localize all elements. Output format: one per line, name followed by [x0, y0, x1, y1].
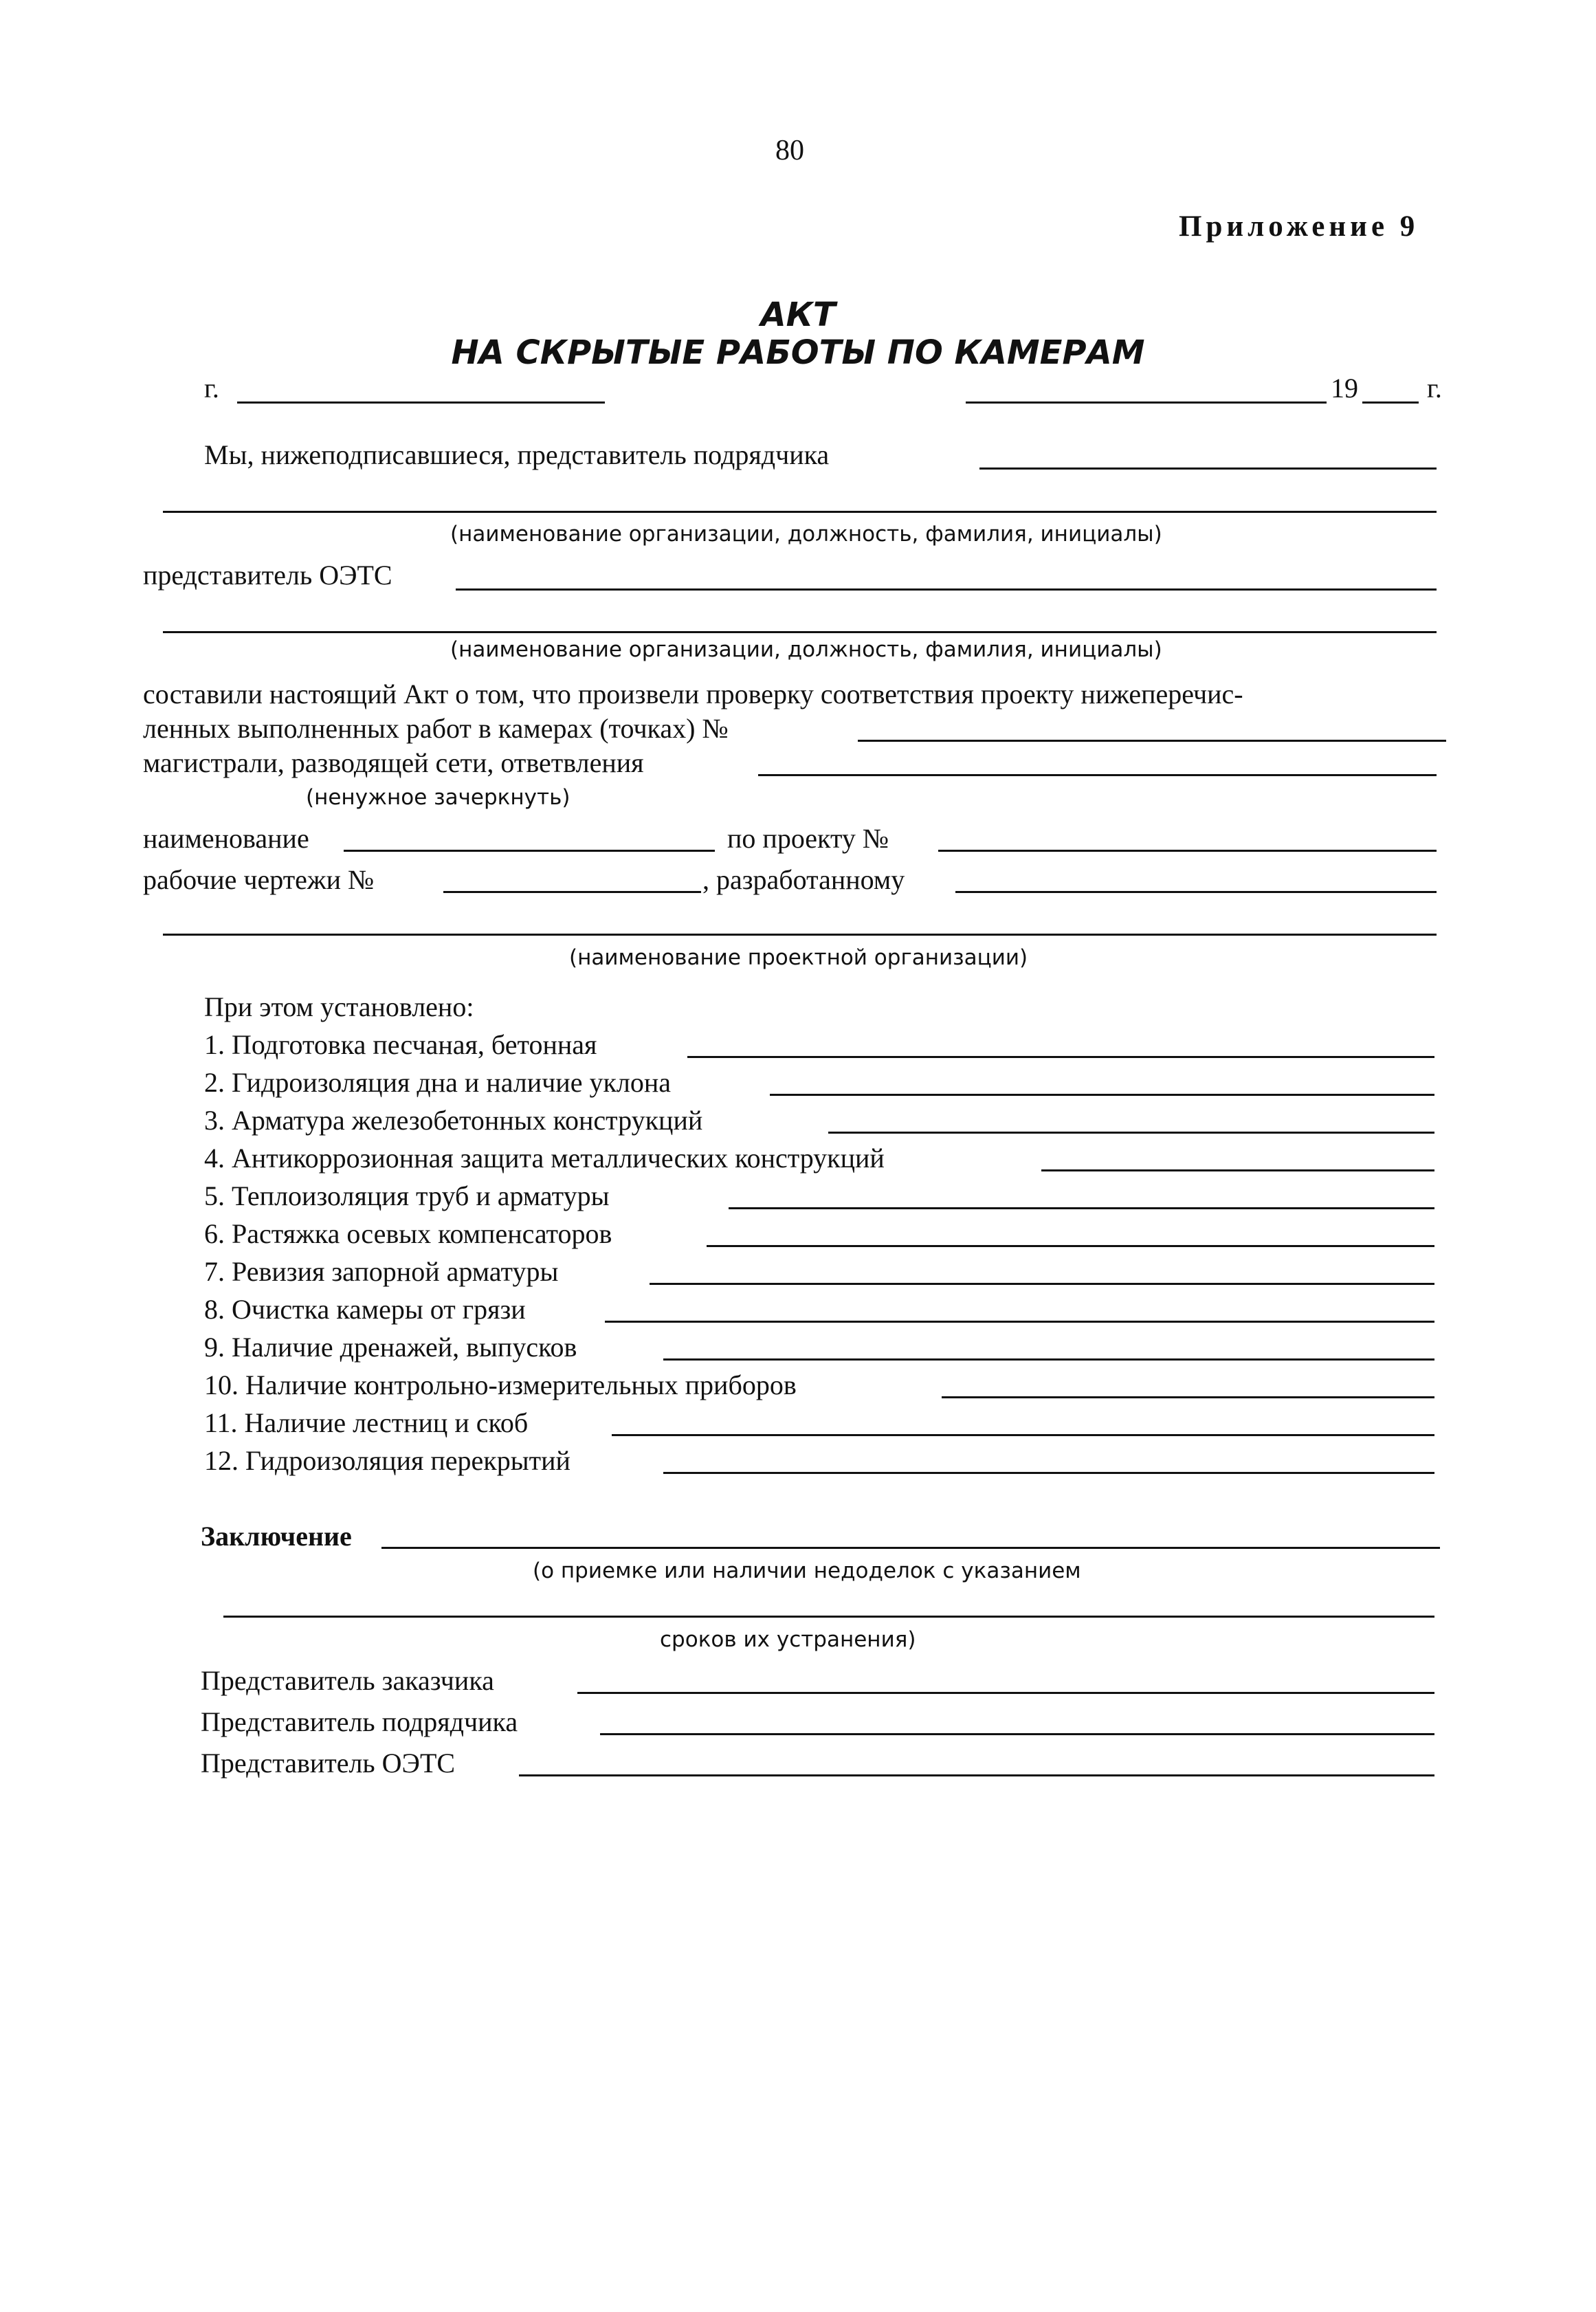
- signature-oets-label: Представитель ОЭТС: [201, 1748, 456, 1779]
- list-item: 5. Теплоизоляция труб и арматуры: [204, 1180, 610, 1211]
- drawings-label: рабочие чертежи №: [143, 864, 375, 895]
- caption-org-1: (наименование организации, должность, фамилия, инициалы): [450, 522, 1162, 547]
- list-item: 6. Растяжка осевых компенсаторов: [204, 1218, 612, 1249]
- item-11-field[interactable]: [612, 1434, 1434, 1436]
- oets-rep-label: представитель ОЭТС: [143, 560, 392, 591]
- caption-conclusion-1: (о приемке или наличии недоделок с указанием: [533, 1559, 1081, 1583]
- list-item: 7. Ревизия запорной арматуры: [204, 1256, 559, 1287]
- contractor-rep-field[interactable]: [979, 467, 1437, 470]
- drawings-number-field[interactable]: [443, 891, 701, 893]
- caption-org-2: (наименование организации, должность, фамилия, инициалы): [450, 637, 1162, 662]
- network-field[interactable]: [758, 774, 1437, 776]
- contractor-rep-field-2[interactable]: [163, 511, 1437, 513]
- item-6-field[interactable]: [707, 1245, 1434, 1247]
- signature-contractor-field[interactable]: [600, 1733, 1434, 1735]
- signature-oets-field[interactable]: [519, 1774, 1434, 1776]
- item-9-field[interactable]: [663, 1358, 1434, 1361]
- signature-customer-label: Представитель заказчика: [201, 1665, 494, 1696]
- item-1-field[interactable]: [687, 1056, 1434, 1058]
- oets-rep-field[interactable]: [456, 588, 1437, 591]
- year-prefix: 19: [1331, 373, 1358, 404]
- design-org-field[interactable]: [163, 934, 1437, 936]
- intro-text: Мы, нижеподписавшиеся, представитель подрядчика: [204, 439, 830, 470]
- date-field[interactable]: [966, 401, 1327, 404]
- page-number: 80: [775, 135, 804, 166]
- caption-conclusion-2: сроков их устранения): [660, 1627, 916, 1652]
- name-label: наименование: [143, 823, 309, 854]
- body-line-2: ленных выполненных работ в камерах (точках) №: [143, 713, 729, 744]
- list-item: 3. Арматура железобетонных конструкций: [204, 1105, 703, 1136]
- item-4-field[interactable]: [1041, 1169, 1434, 1171]
- list-item: 8. Очистка камеры от грязи: [204, 1294, 526, 1325]
- project-label: по проекту №: [727, 823, 889, 854]
- oets-rep-field-2[interactable]: [163, 631, 1437, 633]
- caption-strike: (ненужное зачеркнуть): [306, 785, 570, 810]
- chambers-number-field[interactable]: [858, 740, 1446, 742]
- caption-design-org: (наименование проектной организации): [569, 945, 1028, 970]
- list-item: 2. Гидроизоляция дна и наличие уклона: [204, 1067, 672, 1098]
- name-field[interactable]: [344, 850, 715, 852]
- item-5-field[interactable]: [729, 1207, 1434, 1209]
- list-item: 1. Подготовка песчаная, бетонная: [204, 1029, 597, 1060]
- conclusion-label: Заключение: [201, 1521, 352, 1552]
- conclusion-field-2[interactable]: [223, 1616, 1434, 1618]
- developed-label: , разработанному: [702, 864, 905, 895]
- list-item: 12. Гидроизоляция перекрытий: [204, 1445, 570, 1476]
- item-2-field[interactable]: [770, 1094, 1434, 1096]
- body-line-3: магистрали, разводящей сети, ответвления: [143, 747, 644, 778]
- list-item: 11. Наличие лестниц и скоб: [204, 1407, 529, 1438]
- developer-field[interactable]: [955, 891, 1437, 893]
- item-10-field[interactable]: [942, 1396, 1434, 1398]
- year-field[interactable]: [1362, 401, 1419, 404]
- signature-customer-field[interactable]: [577, 1692, 1434, 1694]
- body-line-1: составили настоящий Акт о том, что произвели проверку соответствия проекту нижеперечис-: [143, 679, 1243, 709]
- list-item: 10. Наличие контрольно-измерительных приборов: [204, 1369, 797, 1400]
- list-item: 9. Наличие дренажей, выпусков: [204, 1332, 577, 1363]
- city-prefix: г.: [204, 373, 219, 404]
- project-number-field[interactable]: [938, 850, 1437, 852]
- city-field[interactable]: [237, 401, 605, 404]
- item-8-field[interactable]: [605, 1321, 1434, 1323]
- document-subtitle: НА СКРЫТЫЕ РАБОТЫ ПО КАМЕРАМ: [451, 333, 1145, 372]
- list-item: 4. Антикоррозионная защита металлических конструкций: [204, 1143, 885, 1174]
- document-title: АКТ: [760, 296, 836, 334]
- conclusion-field[interactable]: [381, 1547, 1440, 1549]
- item-12-field[interactable]: [663, 1472, 1434, 1474]
- item-7-field[interactable]: [650, 1283, 1434, 1285]
- item-3-field[interactable]: [828, 1132, 1434, 1134]
- year-suffix: г.: [1427, 373, 1442, 404]
- signature-contractor-label: Представитель подрядчика: [201, 1706, 518, 1737]
- established-label: При этом установлено:: [204, 991, 474, 1022]
- appendix-label: Приложение 9: [1179, 210, 1419, 243]
